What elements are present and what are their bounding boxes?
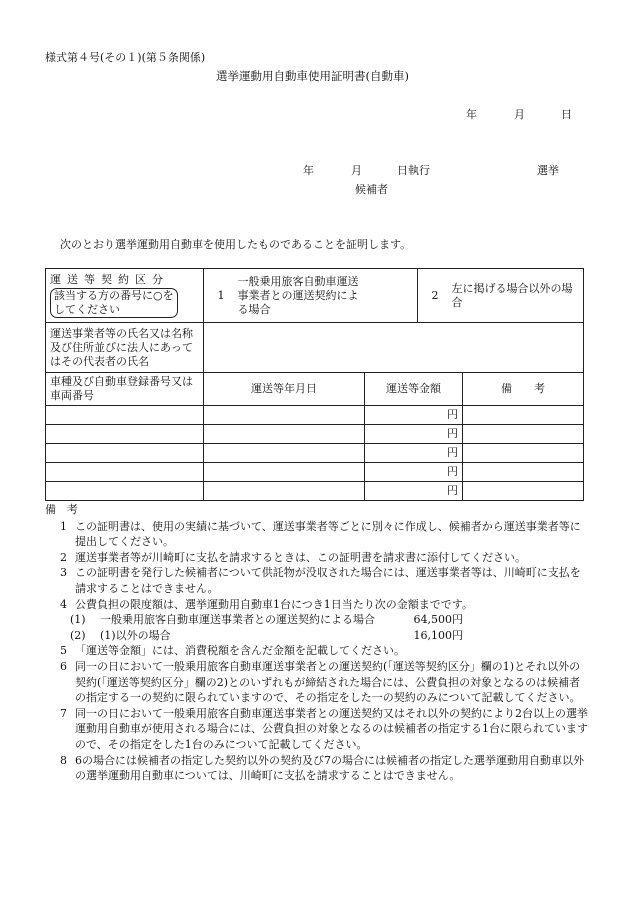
remarks-cell[interactable]	[463, 444, 584, 463]
issue-date-year: 年	[466, 108, 477, 121]
certify-text: 次のとおり選挙運動用自動車を使用したものであることを証明します。	[60, 238, 412, 251]
note-item	[45, 597, 590, 613]
election-year: 年	[303, 164, 314, 177]
table-row	[46, 463, 584, 482]
option-1-text: 一般乗用旅客自動車運送事業者との運送契約による場合	[237, 274, 359, 316]
option-1-number: 1	[217, 288, 225, 302]
note-text: 運送事業者等が川崎町に支払を請求するときは、この証明書を請求書に添付してください。	[75, 550, 526, 564]
date-cell[interactable]	[204, 425, 365, 444]
vehicle-cell[interactable]	[46, 463, 204, 482]
note-item	[45, 565, 590, 596]
vehicle-cell[interactable]	[46, 444, 204, 463]
note-item	[45, 643, 590, 659]
limit-amount: 64,500円	[413, 613, 463, 627]
limit-label: (2)	[70, 628, 86, 642]
table-row	[46, 444, 584, 463]
notes-heading: 備 考	[45, 503, 78, 516]
table-row	[46, 425, 584, 444]
table-row	[46, 482, 584, 501]
remarks-cell[interactable]	[463, 482, 584, 501]
limit-text: (1)以外の場合	[100, 628, 171, 642]
note-text: 「運送等金額」には、消費税額を含んだ金額を記載してください。	[75, 644, 405, 658]
amount-cell[interactable]: 円	[365, 482, 463, 501]
contract-type-label: 運送等契約区分	[50, 273, 169, 286]
limit-text: 一般乗用旅客自動車運送事業者との運送契約による場合	[100, 613, 375, 627]
form-number: 様式第４号(その１)(第５条関係)	[45, 51, 206, 64]
contract-option-2[interactable]	[418, 269, 584, 323]
operator-label: 運送事業者等の氏名又は名称及び住所並びに法人にあってはその代表者の氏名	[46, 323, 204, 373]
note-number: 8	[60, 753, 67, 767]
date-cell[interactable]	[204, 482, 365, 501]
contract-option-1[interactable]	[204, 269, 418, 323]
election-name-suffix: 選挙	[537, 164, 559, 177]
note-item	[45, 659, 590, 706]
vehicle-cell[interactable]	[46, 406, 204, 425]
note-text: この証明書を発行した候補者について供託物が没収された場合には、運送事業者等は、川崎町に支払を請求することはできません。	[75, 566, 581, 595]
amount-cell[interactable]: 円	[365, 425, 463, 444]
date-cell[interactable]	[204, 463, 365, 482]
election-month: 月	[351, 164, 362, 177]
note-text: 同一の日において一般乗用旅客自動車運送事業者との運送契約(「運送等契約区分」欄の1)とそれ以外の契約(「運送等契約区分」欄の2)とのいずれもが締結された場合には、公費負担の対象となるのは候補者の指定する一の契約に限られていますので、その指定をした一の契約のみについて記載してください。	[75, 659, 581, 705]
note-number: 6	[60, 659, 67, 673]
note-text: この証明書は、使用の実績に基づいて、運送事業者等ごとに別々に作成し、候補者から運送事業者等に提出してください。	[75, 519, 581, 549]
limit-item	[45, 612, 590, 628]
option-2-text: 左に掲げる場合以外の場合	[451, 281, 573, 309]
option-2-number: 2	[431, 288, 439, 302]
amount-cell[interactable]: 円	[365, 444, 463, 463]
contract-type-note: 該当する方の番号に○を してください	[50, 288, 178, 318]
note-number: 3	[60, 566, 67, 580]
contract-type-header	[46, 269, 204, 323]
note-item	[45, 753, 590, 784]
note-text: 公費負担の限度額は、選挙運動用自動車1台につき1日当たり次の金額までです。	[75, 597, 473, 611]
limit-item	[45, 628, 590, 644]
note-item	[45, 519, 590, 550]
usage-table	[45, 268, 584, 501]
note-number: 4	[60, 597, 67, 611]
remarks-cell[interactable]	[463, 463, 584, 482]
note-item	[45, 550, 590, 566]
vehicle-cell[interactable]	[46, 482, 204, 501]
remarks-cell[interactable]	[463, 406, 584, 425]
amount-cell[interactable]: 円	[365, 406, 463, 425]
col-amount-header: 運送等金額	[365, 373, 463, 406]
remarks-cell[interactable]	[463, 425, 584, 444]
note-number: 5	[60, 644, 67, 658]
date-cell[interactable]	[204, 406, 365, 425]
date-cell[interactable]	[204, 444, 365, 463]
amount-cell[interactable]: 円	[365, 463, 463, 482]
limit-label: (1)	[70, 613, 86, 627]
note-number: 7	[60, 706, 67, 720]
col-vehicle-header: 車種及び自動車登録番号又は車両番号	[46, 373, 204, 406]
notes-section	[45, 502, 590, 784]
note-number: 2	[60, 550, 67, 564]
issue-date-day: 日	[561, 108, 572, 121]
candidate-label: 候補者	[355, 183, 388, 196]
operator-value[interactable]	[204, 323, 584, 373]
col-remarks-header: 備 考	[463, 373, 584, 406]
table-row	[46, 406, 584, 425]
limit-amount: 16,100円	[413, 628, 463, 642]
note-text: 同一の日において一般乗用旅客自動車運送事業者との運送契約又はそれ以外の契約により2台以上の選挙運動用自動車が使用される場合には、公費負担の対象となるのは候補者の指定する1台に限られていますので、その指定をした1台のみについて記載してください。	[75, 706, 588, 751]
note-number: 1	[60, 519, 67, 533]
vehicle-cell[interactable]	[46, 425, 204, 444]
note-item	[45, 706, 590, 753]
note-text: 6の場合には候補者の指定した契約以外の契約及び7の場合には候補者の指定した選挙運動用自動車以外の選挙運動用自動車については、川崎町に支払を請求することはできません。	[75, 753, 584, 783]
col-date-header: 運送等年月日	[204, 373, 365, 406]
issue-date-month: 月	[514, 108, 525, 121]
election-day-executed: 日執行	[397, 164, 430, 177]
page-title: 選挙運動用自動車使用証明書(自動車)	[216, 69, 409, 83]
